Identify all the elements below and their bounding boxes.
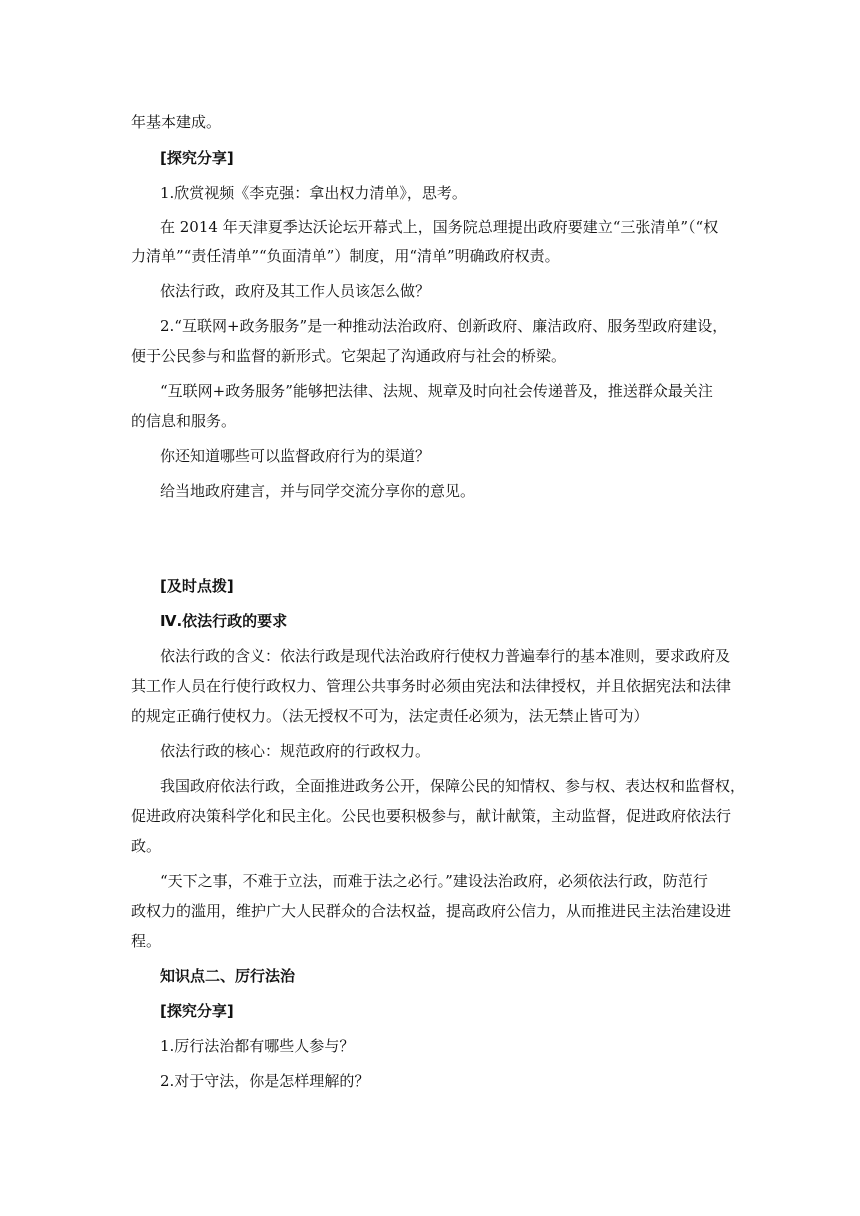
paragraph-line: 促进政府决策科学化和民主化。公民也要积极参与，献计献策，主动监督，促进政府依法行 [131,807,732,825]
paragraph-line: 政权力的滥用，维护广大人民群众的合法权益，提高政府公信力，从而推进民主法治建设进 [131,902,732,920]
paragraph-line: 你还知道哪些可以监督政府行为的渠道？ [160,447,431,465]
section-heading: [探究分享] [160,1002,234,1020]
paragraph-line: 依法行政，政府及其工作人员该怎么做？ [160,282,431,300]
paragraph-line: 程。 [131,932,162,950]
paragraph-line: 2.对于守法，你是怎样理解的？ [160,1072,370,1090]
paragraph-line: 依法行政的核心：规范政府的行政权力。 [160,742,431,760]
subsection-heading: Ⅳ.依法行政的要求 [160,612,288,630]
paragraph-line: “天下之事，不难于立法，而难于法之必行。”建设法治政府，必须依法行政，防范行 [160,872,708,890]
knowledge-point-heading: 知识点二、厉行法治 [160,967,296,985]
paragraph-line: 2.“互联网+政务服务”是一种推动法治政府、创新政府、廉洁政府、服务型政府建设， [160,317,728,335]
paragraph-line: “互联网+政务服务”能够把法律、法规、规章及时向社会传递普及，推送群众最关注 [160,382,713,400]
paragraph-line: 年基本建成。 [131,113,222,131]
paragraph-line: 的信息和服务。 [131,412,237,430]
paragraph-line: 政。 [131,837,162,855]
section-heading: [探究分享] [160,149,234,167]
paragraph-line: 的规定正确行使权力。（法无授权不可为，法定责任必须为，法无禁止皆可为） [131,707,649,725]
paragraph-line: 在 2014 年天津夏季达沃论坛开幕式上，国务院总理提出政府要建立“三张清单”（“权 [160,218,719,236]
section-heading: [及时点拨] [160,577,234,595]
paragraph-line: 便于公民参与和监督的新形式。它架起了沟通政府与社会的桥梁。 [131,347,567,365]
paragraph-line: 给当地政府建言，并与同学交流分享你的意见。 [160,482,476,500]
paragraph-line: 1.厉行法治都有哪些人参与？ [160,1037,355,1055]
paragraph-line: 其工作人员在行使行政权力、管理公共事务时必须由宪法和法律授权，并且依据宪法和法律 [131,677,732,695]
paragraph-line: 力清单”“责任清单”“负面清单”）制度，用“清单”明确政府权责。 [131,247,560,265]
paragraph-line: 1.欣赏视频《李克强：拿出权力清单》，思考。 [160,184,467,202]
paragraph-line: 依法行政的含义：依法行政是现代法治政府行使权力普遍奉行的基本准则，要求政府及 [160,647,731,665]
paragraph-line: 我国政府依法行政，全面推进政务公开，保障公民的知情权、参与权、表达权和监督权， [160,777,746,795]
